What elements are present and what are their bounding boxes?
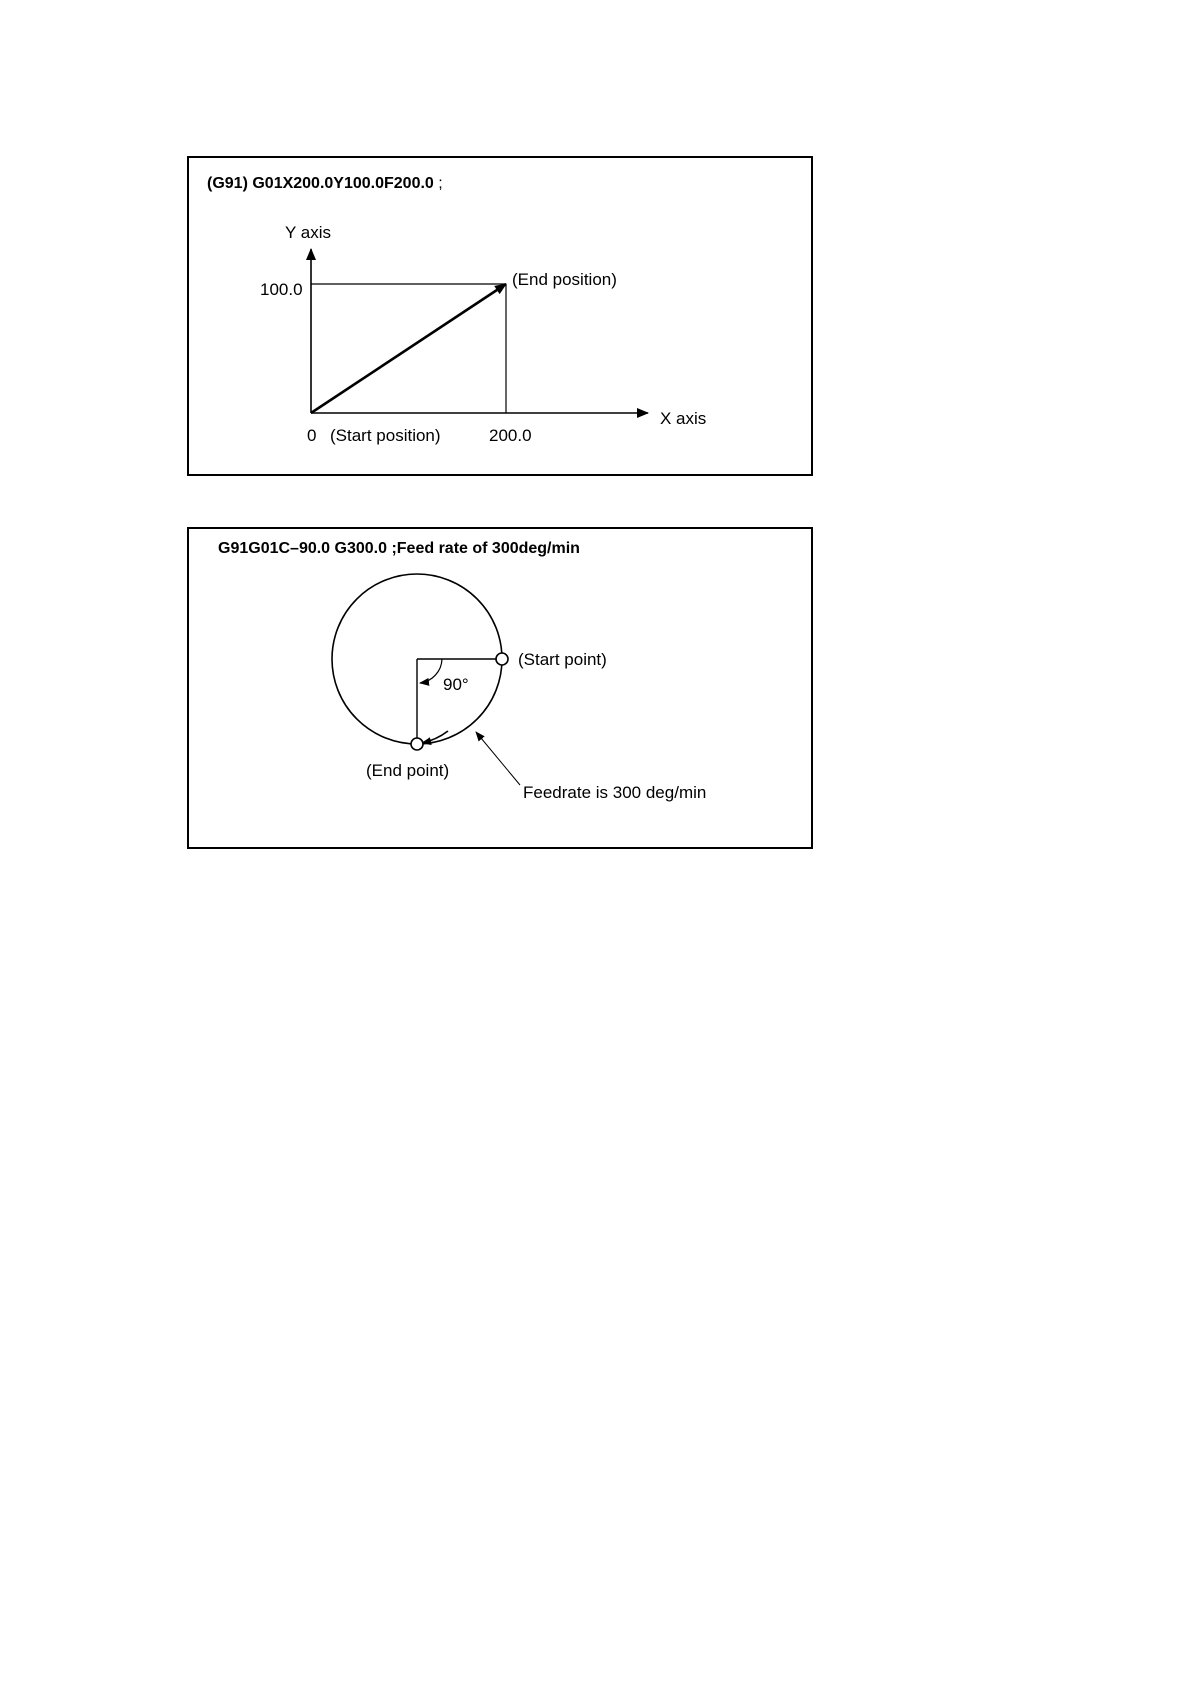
feedrate-leader-line <box>476 732 520 785</box>
start-position-label: (Start position) <box>330 426 441 445</box>
x-value-label: 200.0 <box>489 426 532 445</box>
angle-arc <box>420 659 442 683</box>
start-point-label: (Start point) <box>518 650 607 669</box>
feedrate-label: Feedrate is 300 deg/min <box>523 783 707 802</box>
figure1-title: (G91) G01X200.0Y100.0F200.0 ; <box>207 175 443 192</box>
end-position-label: (End position) <box>512 270 617 289</box>
figure2-frame <box>188 528 812 848</box>
end-point-label: (End point) <box>366 761 450 780</box>
origin-label: 0 <box>307 426 317 445</box>
end-point-marker <box>411 738 423 750</box>
rotation-direction-arrow <box>422 731 448 743</box>
figure-linear-interpolation <box>188 157 812 475</box>
tool-path-arrow <box>311 284 506 413</box>
start-point-marker <box>496 653 508 665</box>
y-value-label: 100.0 <box>260 280 303 299</box>
x-axis-label: X axis <box>660 409 707 428</box>
angle-label: 90° <box>443 675 469 694</box>
y-axis-label: Y axis <box>285 223 331 242</box>
figure-rotary-interpolation <box>188 528 812 848</box>
figure2-title: G91G01C–90.0 G300.0 ;Feed rate of 300deg/min <box>218 540 580 557</box>
